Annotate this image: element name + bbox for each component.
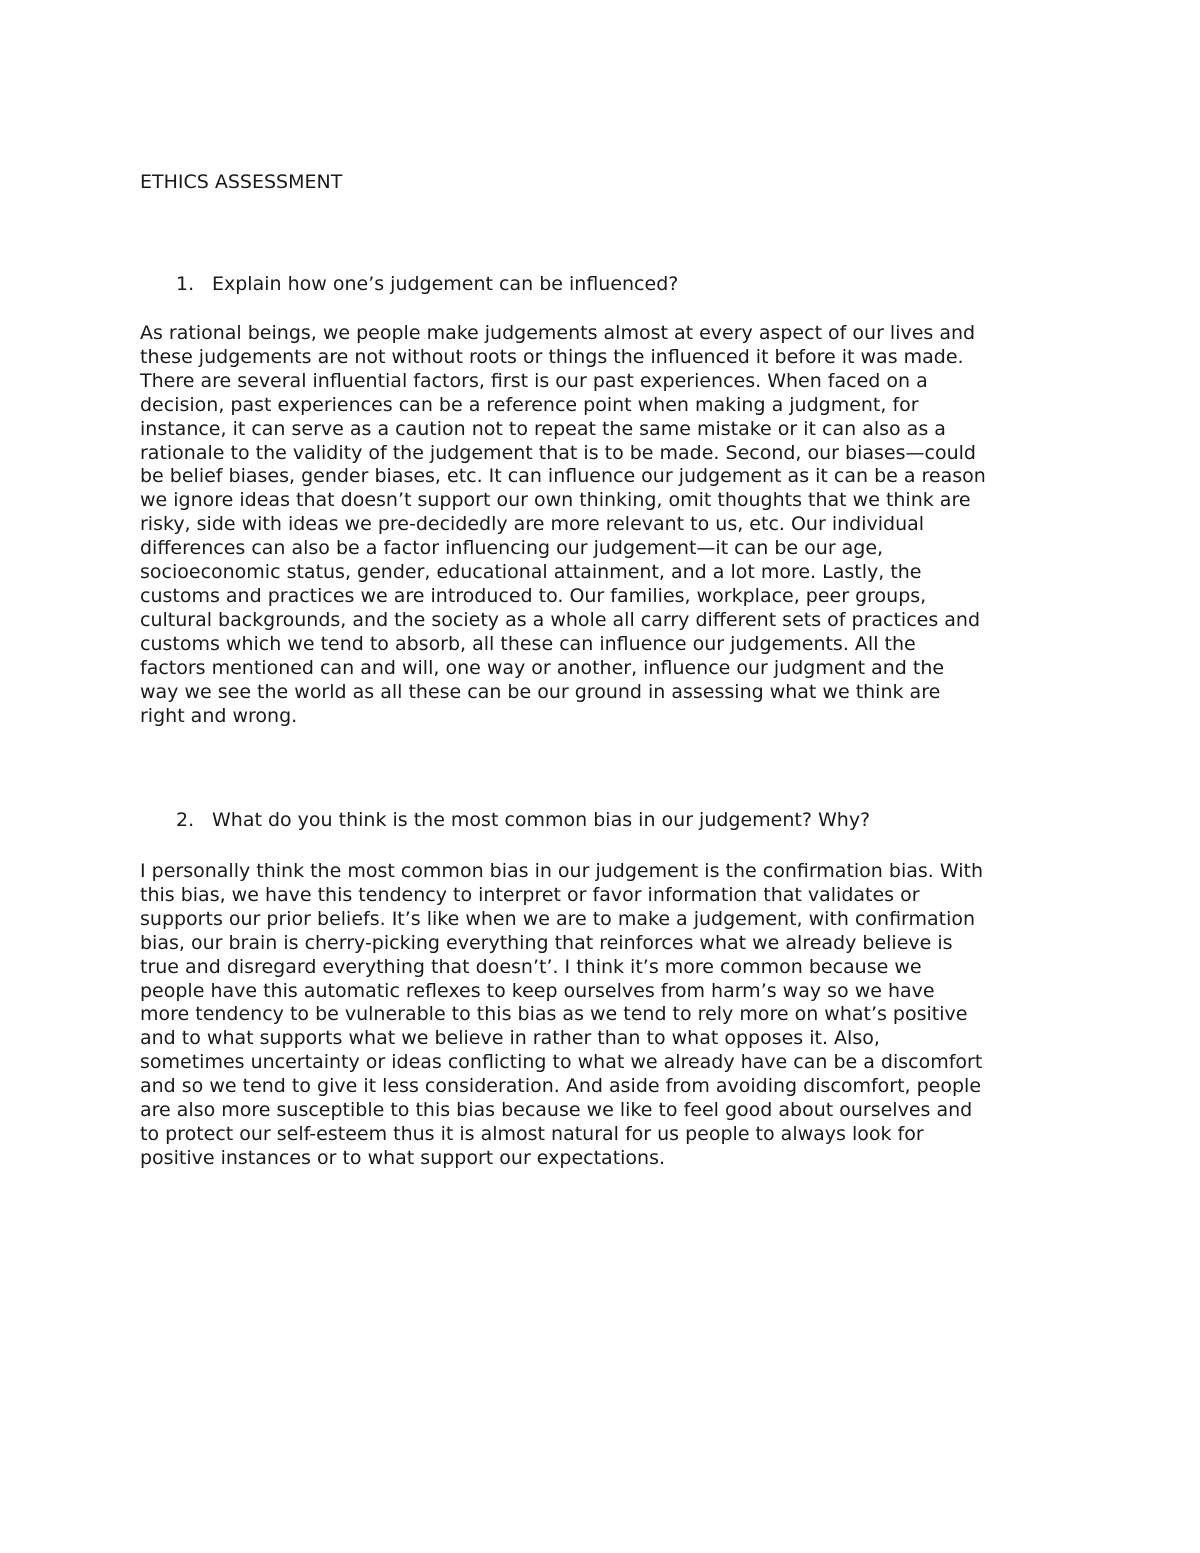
question-2 [176,808,870,832]
answer-line: be belief biases, gender biases, etc. It can influence our judgement as it can be a reason [140,465,986,488]
question-number: 2. [176,809,195,831]
answer-line: right and wrong. [140,704,298,727]
answer-line: bias, our brain is cherry-picking everything that reinforces what we already believe is [140,931,953,954]
question-text: What do you think is the most common bias in our judgement? Why? [212,809,871,831]
answer-line: decision, past experiences can be a reference point when making a judgment, for [140,393,919,416]
answer-line: and to what supports what we believe in rather than to what opposes it. Also, [140,1027,880,1050]
answer-line: risky, side with ideas we pre-decidedly are more relevant to us, etc. Our individual [140,513,925,536]
answer-line: differences can also be a factor influencing our judgement—it can be our age, [140,537,884,560]
answer-line: and so we tend to give it less consideration. And aside from avoiding discomfort, people [140,1075,982,1098]
answer-line: sometimes uncertainty or ideas conflicting to what we already have can be a discomfort [140,1051,983,1074]
answer-line: this bias, we have this tendency to interpret or favor information that validates or [140,883,920,906]
answer-line: these judgements are not without roots or things the influenced it before it was made. [140,345,964,368]
answer-line: rationale to the validity of the judgement that is to be made. Second, our biases—could [140,441,976,464]
question-text: Explain how one’s judgement can be influenced? [212,273,679,295]
question-number: 1. [176,273,195,295]
answer-1 [140,322,1070,728]
answer-line: true and disregard everything that doesn’t’. I think it’s more common because we [140,955,922,978]
answer-line: customs which we tend to absorb, all these can influence our judgements. All the [140,632,916,655]
answer-line: more tendency to be vulnerable to this bias as we tend to rely more on what’s positive [140,1003,968,1026]
answer-line: I personally think the most common bias in our judgement is the confirmation bias. With [140,860,983,882]
answer-line: to protect our self-esteem thus it is almost natural for us people to always look for [140,1122,924,1145]
answer-line: factors mentioned can and will, one way or another, influence our judgment and the [140,656,945,679]
answer-line: people have this automatic reflexes to keep ourselves from harm’s way so we have [140,979,935,1002]
document-title: ETHICS ASSESSMENT [140,171,343,193]
question-1 [176,272,678,296]
answer-line: way we see the world as all these can be our ground in assessing what we think are [140,680,941,703]
answer-line: customs and practices we are introduced to. Our families, workplace, peer groups, [140,584,927,607]
answer-2 [140,860,1070,1171]
answer-line: There are several influential factors, first is our past experiences. When faced on a [140,369,928,392]
answer-line: we ignore ideas that doesn’t support our own thinking, omit thoughts that we think are [140,489,971,512]
answer-line: instance, it can serve as a caution not to repeat the same mistake or it can also as a [140,417,946,440]
answer-line: positive instances or to what support our expectations. [140,1146,666,1169]
answer-line: cultural backgrounds, and the society as a whole all carry different sets of practices and [140,608,981,631]
answer-line: socioeconomic status, gender, educational attainment, and a lot more. Lastly, the [140,561,922,584]
answer-line: As rational beings, we people make judgements almost at every aspect of our lives and [140,322,976,344]
answer-line: supports our prior beliefs. It’s like when we are to make a judgement, with confirmation [140,907,976,930]
answer-line: are also more susceptible to this bias because we like to feel good about ourselves and [140,1099,973,1122]
